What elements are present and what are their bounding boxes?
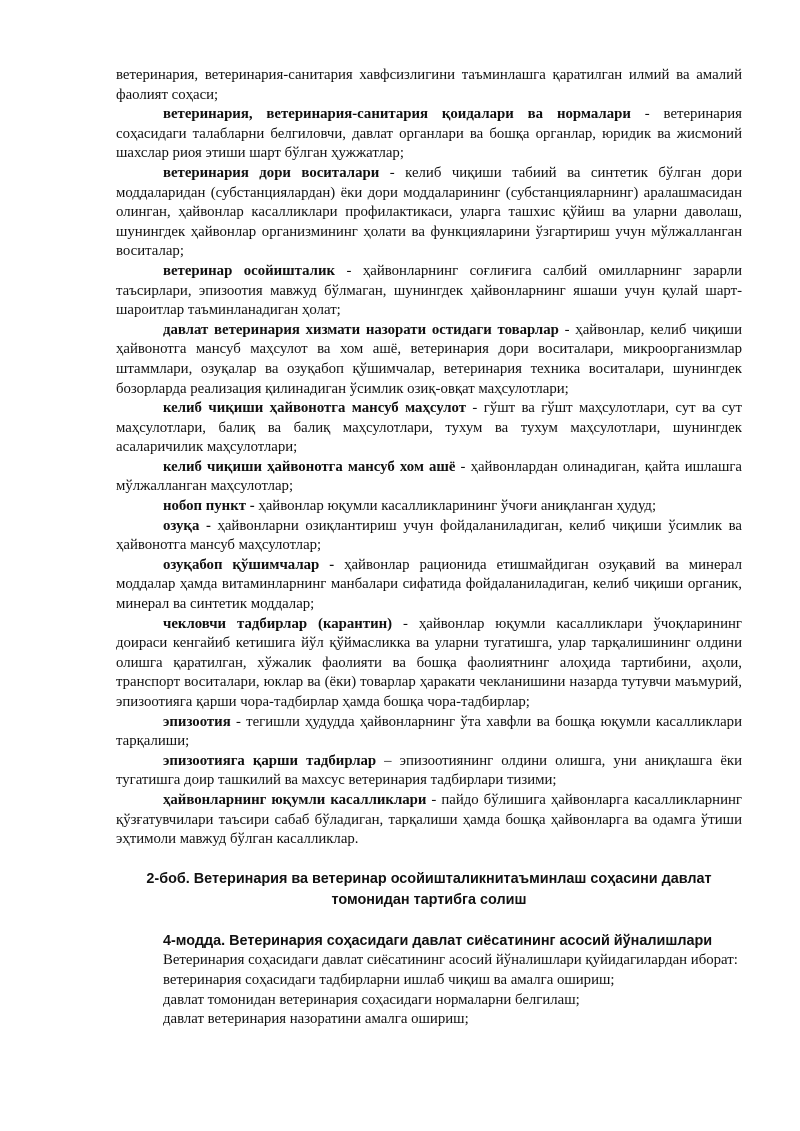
definition-text: ҳайвонларни озиқлантириш учун фойдаланиладиган, келиб чиқиши ўсимлик ва ҳайвонотга мансуб маҳсулотлар;: [116, 517, 743, 554]
article-intro: Ветеринария соҳасидаги давлат сиёсатининг асосий йўналишлари қуйидагилардан иборат:: [163, 952, 738, 969]
definition-paragraph: [116, 615, 742, 713]
definition-term: ветеринария, ветеринария-санитария қоидалари ва нормалари: [163, 106, 631, 123]
definition-text: - ҳайвонлар, келиб чиқиши ҳайвонотга мансуб маҳсулот ва хом ашё, ветеринария дори воситалари, микроорганизмлар штаммлари, озуқалар ва озуқабоп қўшимчалар, ветеринария техника воситалари, шунингдек бозорларда реализация қилинадиган ўсимлик озиқ-овқат маҳсулотлари;: [116, 321, 742, 397]
intro-paragraph: ветеринария, ветеринария-санитария хавфсизлигини таъминлашга қаратилган илмий ва амалий фаолият соҳаси;: [116, 67, 742, 103]
spacer: [116, 911, 742, 932]
definition-paragraph: [116, 458, 742, 497]
definition-paragraph: [116, 752, 742, 791]
definition-text: - гўшт ва гўшт маҳсулотлари, сут ва сут маҳсулотлари, балиқ ва балиқ маҳсулотлари, тухум ва тухум маҳсулотлари, шунингдек асаларичилик маҳсулотлари;: [116, 400, 742, 456]
definition-paragraph: [116, 321, 742, 399]
definition-text: ҳайвонлар рационида етишмайдиган озуқавий ва минерал моддалар ҳамда витаминларнинг манбалари сифатида фойдаланиладиган, келиб чиқиши органик, минерал ва синтетик моддалар;: [116, 556, 743, 613]
definition-term: нобоп пункт -: [163, 498, 255, 515]
definition-term: давлат ветеринария хизмати назорати остидаги товарлар: [163, 321, 559, 338]
definition-paragraph: [116, 713, 742, 752]
definition-paragraph: [116, 262, 742, 321]
definition-paragraph: [116, 791, 742, 850]
definition-text: - тегишли ҳудудда ҳайвонларнинг ўта хавфли ва бошқа юқумли касалликлари тарқалиши;: [116, 713, 742, 750]
definition-text: - келиб чиқиши табиий ва синтетик бўлган дори моддаларидан (субстанциялардан) ёки дори моддаларининг (субстанцияларнинг) аралашмасидан олинган, ҳайвонлар касалликлари профилактикаси, уларга ташхис қўйиш ва уларни даволаш, шунингдек ҳайвонлар организмининг ҳолати ва функцияларини ўзгартириш учун мўлжалланган воситалар;: [116, 164, 742, 260]
chapter-heading: 2-боб. Ветеринария ва ветеринар осойишталикнитаъминлаш соҳасини давлат томонидан тартибга солиш: [146, 870, 712, 908]
definition-paragraph: [116, 399, 742, 458]
definition-term: озуқабоп қўшимчалар -: [163, 556, 335, 573]
spacer: [116, 850, 742, 869]
definition-paragraph: [116, 556, 742, 615]
article-list-item: давлат ветеринария назоратини амалга ошириш;: [163, 1011, 469, 1028]
definition-text: - ҳайвонлардан олинадиган, қайта ишлашга мўлжалланган маҳсулотлар;: [116, 458, 742, 495]
definition-paragraph: [116, 105, 742, 164]
definition-text: – эпизоотиянинг олдини олишга, уни аниқлашга ёки тугатишга доир ташкилий ва махсус ветеринария тадбирлари тизими;: [116, 752, 742, 789]
definition-paragraph: [116, 517, 742, 556]
article-list-item: давлат томонидан ветеринария соҳасидаги нормаларни белгилаш;: [163, 991, 580, 1008]
document-page: [116, 66, 742, 1030]
definition-text: - ҳайвонларнинг соғлиғига салбий омилларнинг зарарли таъсирлари, эпизоотия мавжуд бўлмаган, шунингдек ҳайвонларнинг яшаши учун қулай шарт-шароитлар таъминланадиган ҳолат;: [116, 262, 742, 319]
definition-term: келиб чиқиши ҳайвонотга мансуб маҳсулот: [163, 400, 467, 417]
definition-term: озуқа -: [163, 517, 211, 534]
definition-term: келиб чиқиши ҳайвонотга мансуб хом ашё: [163, 458, 456, 475]
definition-term: чекловчи тадбирлар (карантин): [163, 615, 393, 632]
article-list-item: ветеринария соҳасидаги тадбирларни ишлаб чиқиш ва амалга ошириш;: [163, 971, 615, 988]
definition-text: - ветеринария соҳасидаги талабларни белгиловчи, давлат органлари ва бошқа органлар, юридик ва жисмоний шахслар риоя этиши шарт бўлган ҳужжатлар;: [116, 106, 742, 162]
definition-paragraph: [116, 164, 742, 262]
definition-term: эпизоотия: [163, 713, 231, 730]
definition-text: ҳайвонлар юқумли касалликларининг ўчоғи аниқланган ҳудуд;: [254, 498, 657, 515]
definition-term: ветеринар осойишталик: [163, 262, 336, 279]
definition-text: - пайдо бўлишига ҳайвонларга касалликларнинг қўзғатувчилари таъсири сабаб бўладиган, тарқалиши ҳамда бошқа ҳайвонларга ва одамга ўтиши эҳтимоли мавжуд бўлган касалликлар.: [116, 791, 742, 848]
definition-term: эпизоотияга қарши тадбирлар: [163, 752, 377, 769]
article-title: 4-модда. Ветеринария соҳасидаги давлат сиёсатининг асосий йўналишлари: [163, 932, 713, 949]
definition-paragraph: [116, 497, 742, 517]
definition-text: - ҳайвонлар юқумли касалликлари ўчоқларининг доираси кенгайиб кетишига йўл қўймасликка ва уларни тугатишга, улар тарқалишининг олдини олишга қаратилган, хўжалик фаолияти ва бошқа фаолиятнинг алоҳида тартибини, аҳоли, транспорт воситалари, юклар ва (ёки) товарлар ҳаракати чекланишини назарда тутувчи маъмурий, эпизоотияга қарши чора-тадбирлар ҳамда бошқа чора-тадбирлар;: [116, 615, 742, 710]
definition-term: ветеринария дори воситалари: [163, 164, 380, 181]
definition-term: ҳайвонларнинг юқумли касалликлари: [163, 791, 427, 808]
